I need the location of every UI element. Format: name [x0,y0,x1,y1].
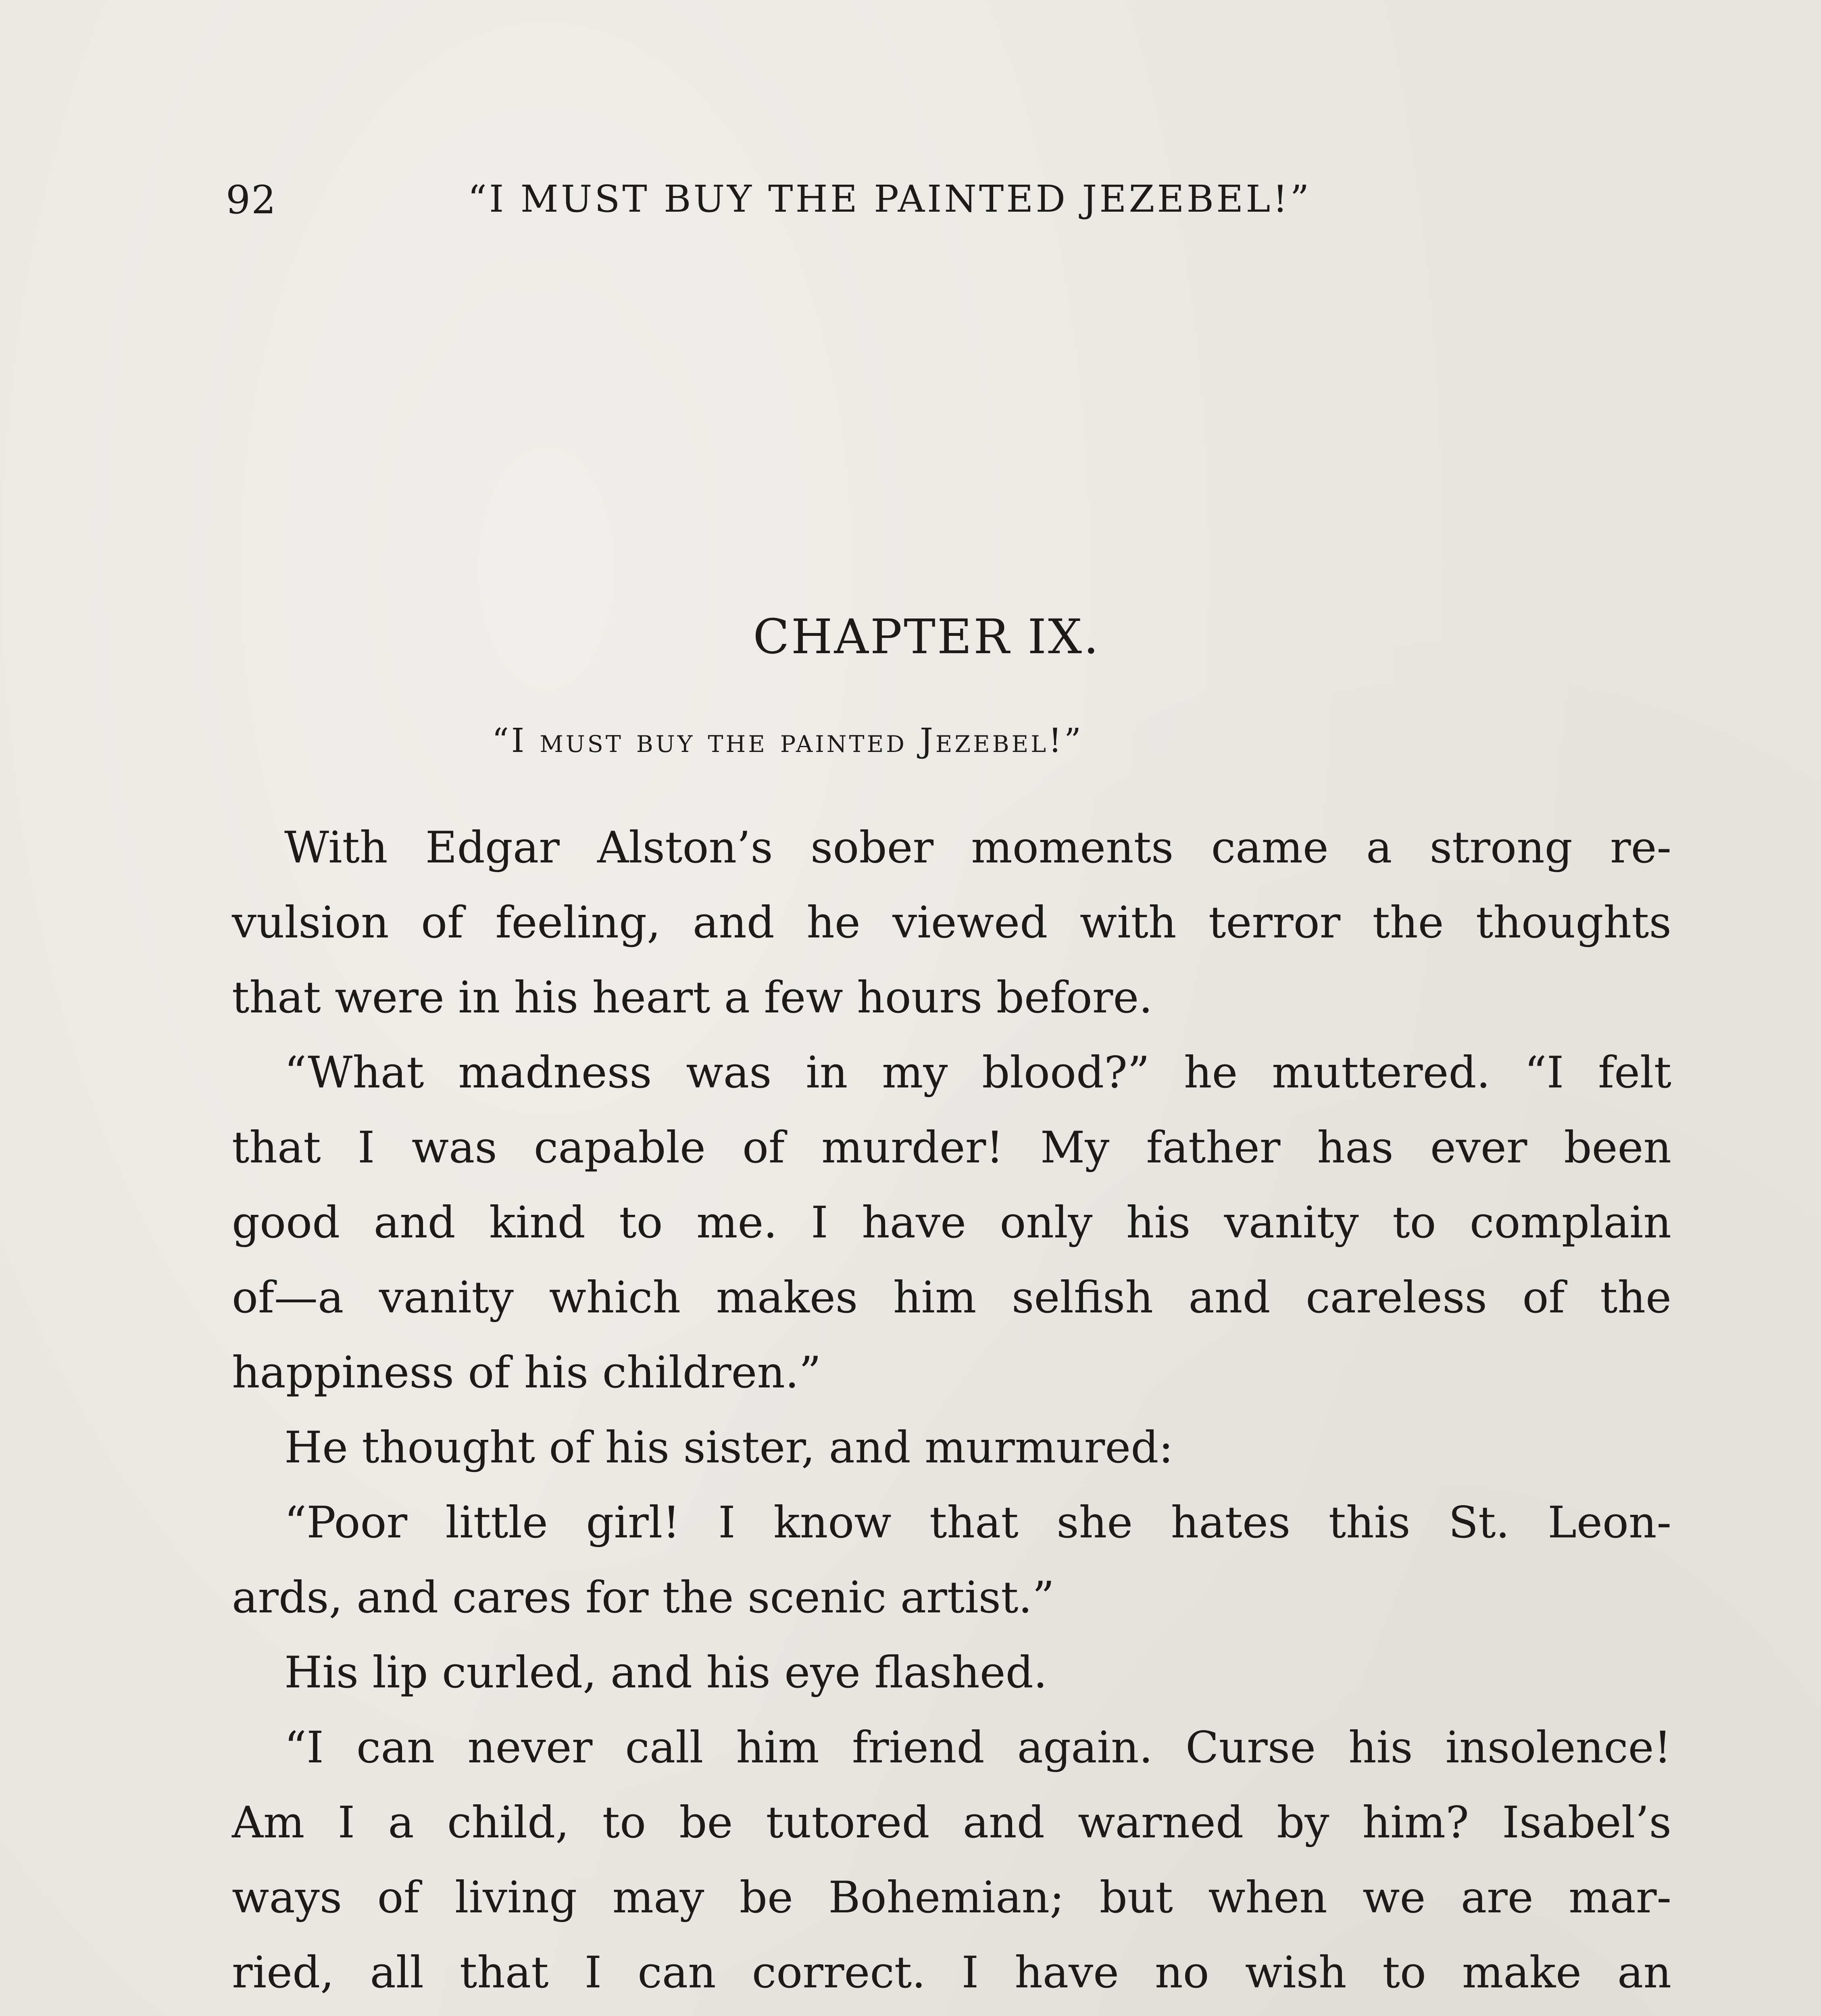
text-line: He thought of his sister, and murmured: [284,1422,1173,1473]
text-line: of—a vanity which makes him selfish and careless of the [232,1272,1671,1323]
text-line: “Poor little girl! I know that she hates this St. Leon- [284,1497,1671,1548]
text-line: “What madness was in my blood?” he muttered. “I felt [284,1048,1671,1098]
text-line: With Edgar Alston’s sober moments came a strong re- [284,823,1671,873]
chapter-subtitle: “I must buy the painted Jezebel!” [492,722,1083,760]
text-line: His lip curled, and his eye flashed. [284,1647,1048,1698]
body-text [232,810,1671,2016]
running-head [226,177,1613,234]
text-line: “I can never call him friend again. Curse his insolence! [284,1722,1671,1773]
text-line: happiness of his children.” [232,1347,821,1398]
text-line: that were in his heart a few hours before. [232,973,1153,1023]
text-line: ards, and cares for the scenic artist.” [232,1572,1055,1623]
page-number: 92 [226,177,277,223]
chapter-title: CHAPTER IX. [753,609,1100,664]
text-line: vulsion of feeling, and he viewed with terror the thoughts [232,898,1671,948]
text-line: ways of living may be Bohemian; but when we are mar- [232,1872,1671,1923]
running-title: “I MUST BUY THE PAINTED JEZEBEL!” [468,177,1312,221]
text-line: Am I a child, to be tutored and warned by him? Isabel’s [232,1797,1671,1848]
text-line: good and kind to me. I have only his vanity to complain [232,1198,1671,1248]
text-line: ried, all that I can correct. I have no wish to make an [232,1947,1671,1998]
text-line: that I was capable of murder! My father has ever been [232,1123,1671,1173]
text-line [232,2010,1671,2016]
